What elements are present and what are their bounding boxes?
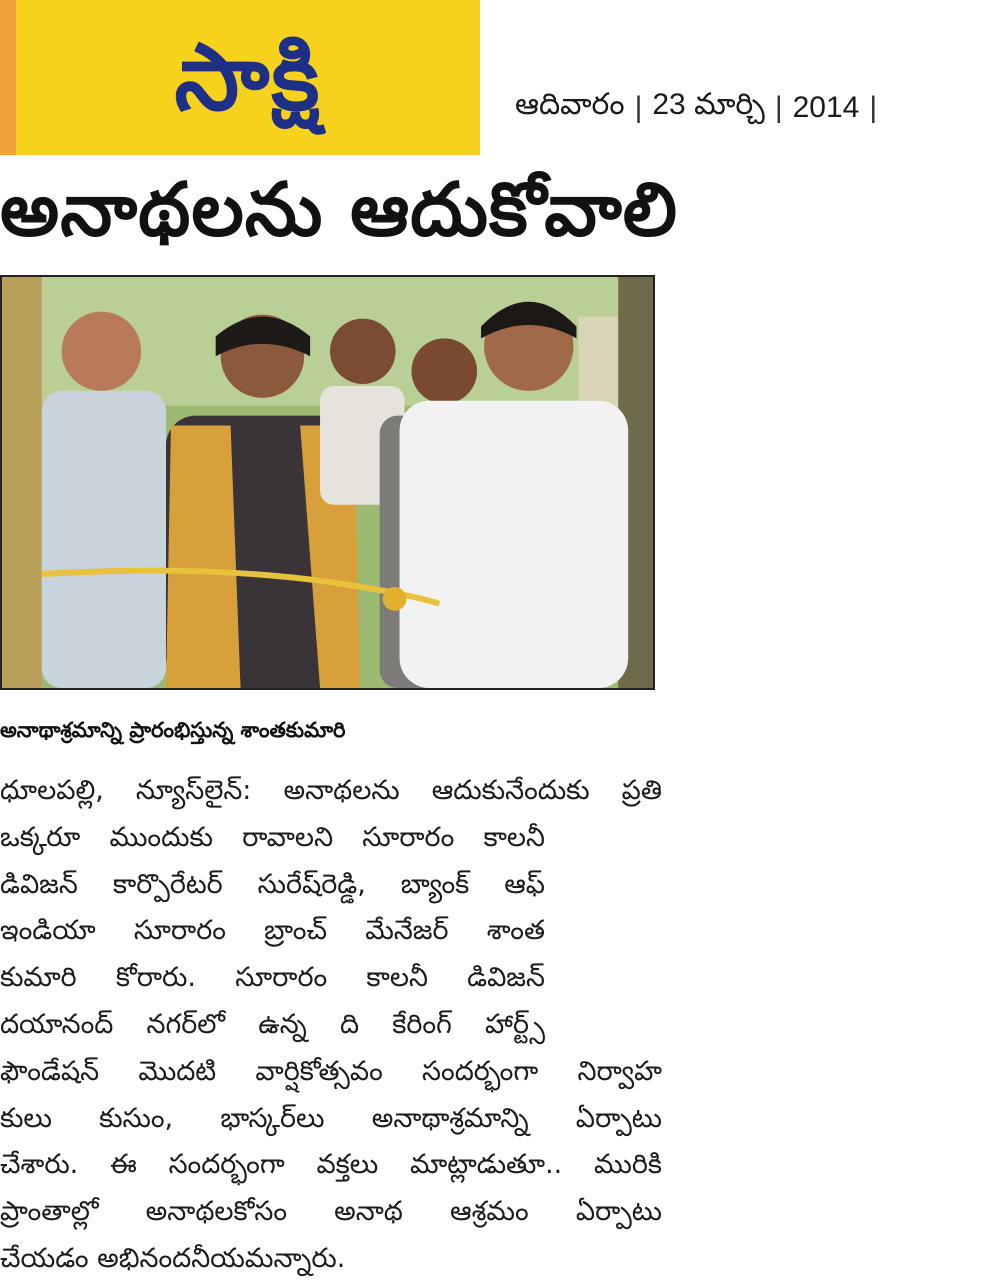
- article-line: చేశారు. ఈ సందర్భంగా వక్తలు మాట్లాడుతూ.. మురికి: [0, 1149, 662, 1181]
- article-line: డివిజన్ కార్పొరేటర్ సురేష్‌రెడ్డి, బ్యాంక్ ఆఫ్: [0, 868, 545, 900]
- news-photo: [0, 275, 655, 690]
- dateline-year: 2014: [792, 91, 860, 124]
- dateline-date: 23 మార్చి: [652, 87, 765, 121]
- article-line: చేయడం అభినందనీయమన్నారు.: [0, 1242, 346, 1274]
- dateline-separator: |: [869, 91, 878, 124]
- article-line: కులు కుసుం, భాస్కర్‌లు అనాథాశ్రమాన్ని ఏర్పాటు: [0, 1102, 662, 1134]
- article-line: దయానంద్ నగర్‌లో ఉన్న ది కేరింగ్ హార్ట్స్: [0, 1008, 545, 1040]
- article-line: ఒక్కరూ ముందుకు రావాలని సూరారం కాలనీ: [0, 821, 545, 853]
- dateline-separator: |: [774, 91, 783, 124]
- article-body: [0, 768, 662, 1280]
- article-line: ధూలపల్లి, న్యూస్‌లైన్: అనాథలను ఆదుకునేందుకు ప్రతి: [0, 775, 662, 806]
- masthead-logo: [0, 0, 480, 155]
- article-line: కుమారి కోరారు. సూరారం కాలనీ డివిజన్: [0, 962, 545, 994]
- dateline: [515, 86, 877, 130]
- article-line: ఫౌండేషన్ మొదటి వార్షికోత్సవం సందర్భంగా నిర్వాహ: [0, 1055, 662, 1087]
- dateline-day: ఆదివారం: [515, 87, 625, 121]
- photo-caption: అనాథాశ్రమాన్ని ప్రారంభిస్తున్న శాంతకుమారి: [0, 718, 346, 742]
- masthead-name: సాక్షి: [174, 23, 322, 131]
- dateline-separator: |: [634, 91, 643, 124]
- ribbon-cutting-photo: [2, 277, 653, 688]
- article-line: ప్రాంతాల్లో అనాథలకోసం అనాథ ఆశ్రమం ఏర్పాటు: [0, 1196, 662, 1228]
- headline: అనాథలను ఆదుకోవాలి: [0, 167, 679, 253]
- article-line: ఇండియా సూరారం బ్రాంచ్ మేనేజర్ శాంత: [0, 915, 545, 947]
